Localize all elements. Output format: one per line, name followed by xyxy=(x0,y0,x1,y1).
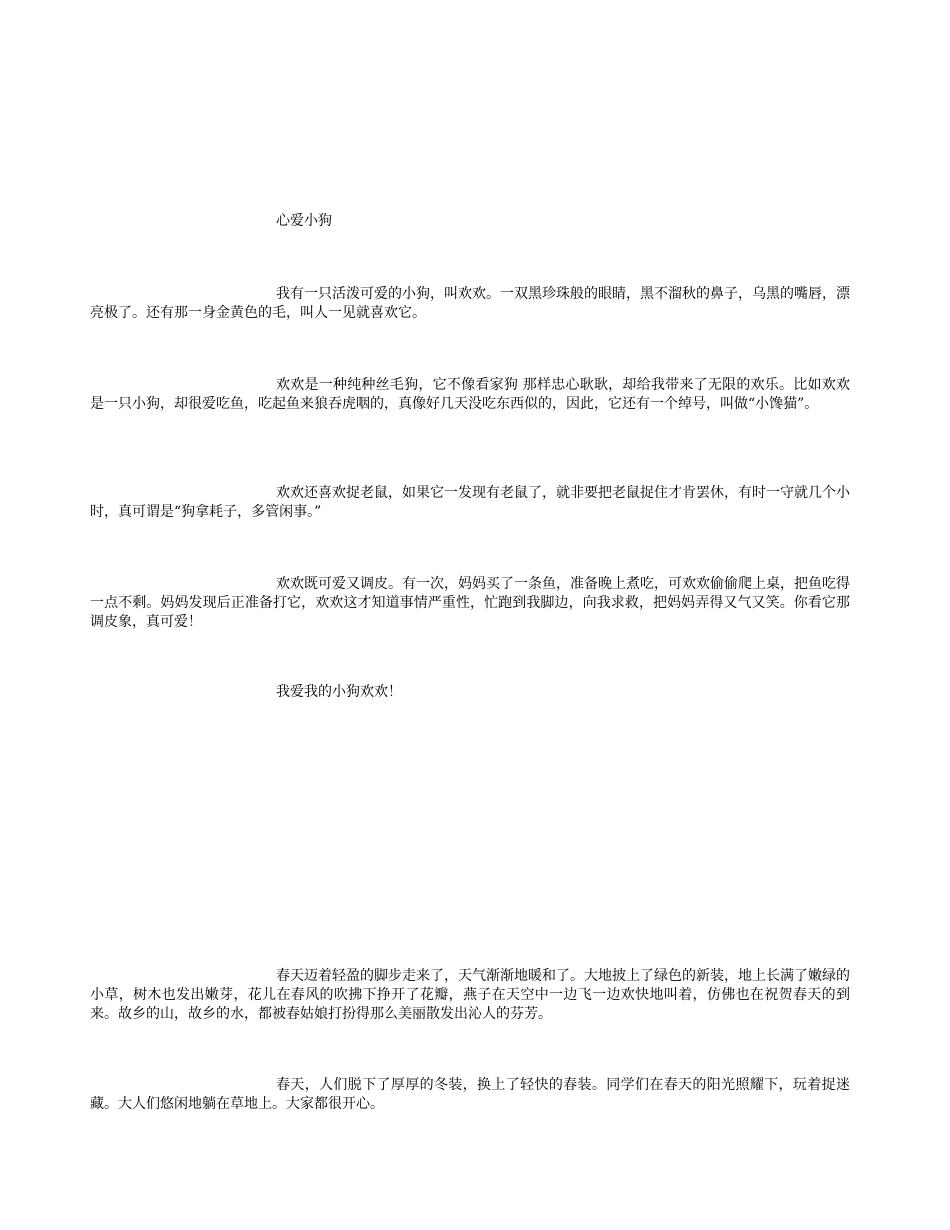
paragraph-1: 我有一只活泼可爱的小狗，叫欢欢。一双黑珍珠般的眼睛，黑不溜秋的鼻子，乌黑的嘴唇，漂亮极了。还有那一身金黄色的毛，叫人一见就喜欢它。 xyxy=(90,286,850,321)
paragraph-5: 我爱我的小狗欢欢！ xyxy=(276,684,402,700)
document-title: 心爱小狗 xyxy=(276,213,332,229)
paragraph-4: 欢欢既可爱又调皮。有一次，妈妈买了一条鱼，准备晚上煮吃，可欢欢偷偷爬上桌，把鱼吃得一点不剩。妈妈发现后正准备打它，欢欢这才知道事情严重性，忙跑到我脚边，向我求救，把妈妈弄得又气又笑。你看它那调皮象，真可爱！ xyxy=(90,576,850,630)
paragraph-3: 欢欢还喜欢捉老鼠，如果它一发现有老鼠了，就非要把老鼠捉住才肯罢休，有时一守就几个小时，真可谓是“狗拿耗子，多管闲事。” xyxy=(90,485,850,520)
paragraph-6: 春天迈着轻盈的脚步走来了，天气渐渐地暖和了。大地披上了绿色的新装，地上长满了嫩绿的小草，树木也发出嫩芽，花儿在春风的吹拂下挣开了花瓣，燕子在天空中一边飞一边欢快地叫着，仿佛也在祝贺春天的到来。故乡的山，故乡的水，都被春姑娘打扮得那么美丽散发出沁人的芬芳。 xyxy=(90,968,850,1022)
paragraph-2: 欢欢是一种纯种丝毛狗，它不像看家狗 那样忠心耿耿，却给我带来了无限的欢乐。比如欢欢是一只小狗，却很爱吃鱼，吃起鱼来狼吞虎咽的，真像好几天没吃东西似的，因此，它还有一个绰号，叫做“小馋猫”。 xyxy=(90,377,850,412)
paragraph-7: 春天，人们脱下了厚厚的冬装，换上了轻快的春装。同学们在春天的阳光照耀下，玩着捉迷藏。大人们悠闲地躺在草地上。大家都很开心。 xyxy=(90,1077,850,1112)
